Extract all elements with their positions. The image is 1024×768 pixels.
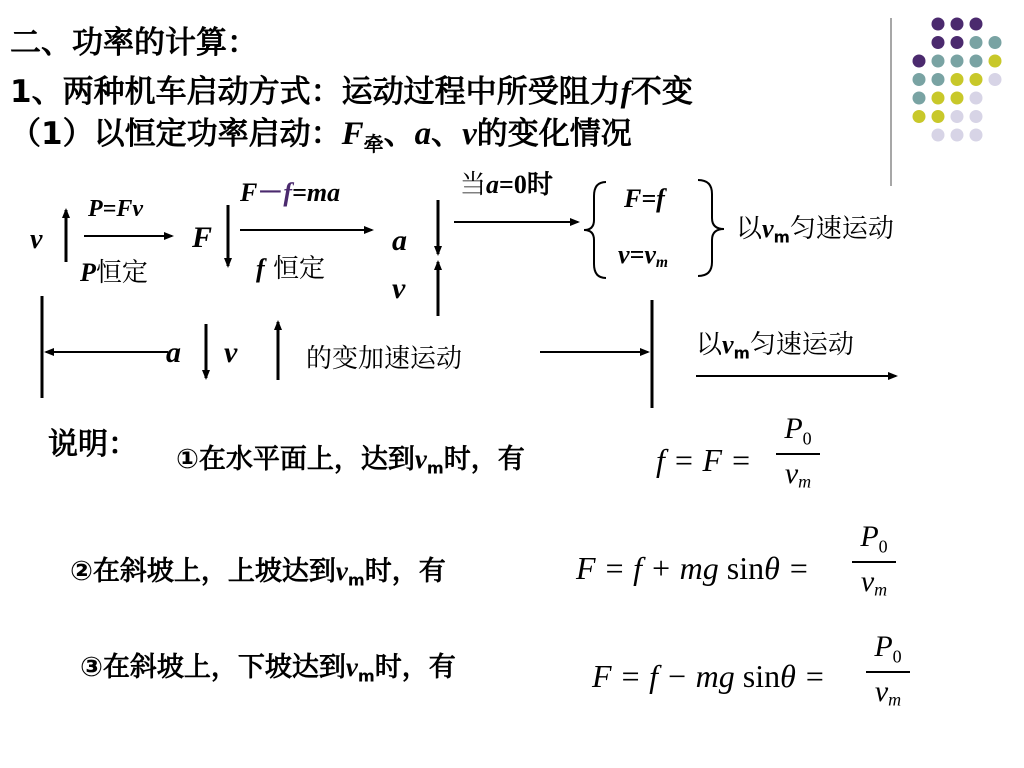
line1-text-a: 运动过程中所受阻力 — [341, 74, 621, 110]
flow-newton-rest: =ma — [292, 178, 341, 207]
note1-sub: m — [426, 458, 444, 478]
left-brace — [584, 182, 606, 278]
uniform1 — [736, 216, 894, 246]
note3-sub: m — [357, 666, 375, 686]
note3-v: v — [345, 652, 358, 682]
note1-v: v — [414, 444, 427, 474]
line2-v: v — [462, 116, 477, 152]
flow-p-const-P: P — [80, 258, 96, 287]
flow-when — [460, 172, 553, 198]
formula1-den: $v_m$ — [784, 457, 812, 492]
brace-eq2-sub: m — [655, 253, 669, 271]
uniform1-b: 匀速运动 — [789, 214, 894, 244]
bottom-text: 的变加速运动 — [306, 344, 463, 374]
formula2-lhs: F = f + mg sinθ = — [576, 550, 810, 586]
note3-tail: 时，有 — [374, 652, 456, 683]
note2 — [70, 558, 446, 589]
flow-when-rest: =0时 — [499, 170, 553, 199]
formula3-num: $P_0$ — [874, 630, 902, 667]
note2-tail: 时，有 — [364, 556, 446, 587]
formula1-bar — [776, 453, 820, 455]
formula2-bar — [852, 561, 896, 563]
flow-f-const-f: f — [256, 254, 265, 283]
uniform1-a: 以 — [736, 214, 763, 244]
uniform2 — [696, 332, 854, 362]
flow-p-const-text: 恒定 — [95, 258, 148, 288]
line1-label: 1、两种机车启动方式： — [10, 74, 342, 110]
flow-newton-f: f — [283, 178, 293, 207]
flow-pfv: P=Fv — [88, 196, 143, 222]
flow-newton-F: F — [240, 178, 258, 207]
formula3-bar — [866, 671, 910, 673]
right-brace — [698, 180, 724, 276]
note2-text: ②在斜坡上，上坡达到 — [70, 556, 336, 587]
bottom-a: a — [166, 336, 181, 369]
line2-sub: 牵 — [363, 132, 384, 156]
formula2-frac — [852, 522, 896, 599]
formula3-lhs: F = f − mg sinθ = — [592, 658, 826, 694]
flow-when-text: 当 — [460, 170, 487, 200]
note1-tail: 时，有 — [443, 444, 525, 475]
notes-label: 说明： — [48, 427, 138, 462]
line2-F: F — [341, 116, 364, 152]
formula3-frac — [866, 632, 910, 709]
flow-newton — [240, 180, 340, 206]
note3-text: ③在斜坡上，下坡达到 — [80, 652, 346, 683]
flow-newton-minus: － — [257, 178, 284, 207]
formula3-den: $v_m$ — [874, 675, 902, 710]
note2-sub: m — [347, 570, 365, 590]
line2-text: 的变化情况 — [476, 116, 632, 152]
formula1-num: $P_0$ — [784, 412, 812, 449]
flow-f-const-text: 恒定 — [272, 254, 325, 284]
flow-when-a: a — [486, 170, 500, 199]
flow-p-const — [80, 260, 148, 286]
uniform1-sub: m — [773, 228, 790, 247]
flow-f-const — [256, 256, 325, 282]
note3 — [80, 654, 456, 685]
flow-v: v — [30, 224, 43, 255]
uniform1-v: v — [762, 214, 774, 243]
uniform2-a: 以 — [696, 330, 723, 360]
line2-sep1: 、 — [383, 116, 415, 152]
line2-sep2: 、 — [431, 116, 463, 152]
brace-eq2 — [618, 242, 668, 270]
formula2-num: $P_0$ — [860, 520, 888, 557]
formula2-den: $v_m$ — [860, 565, 888, 600]
line1-f: f — [620, 74, 631, 109]
formula1-lhs: f = F = — [656, 442, 752, 478]
section-title: 二、功率的计算： — [10, 25, 258, 61]
flow-a: a — [392, 224, 407, 257]
line1-text-b: 不变 — [630, 74, 693, 110]
uniform2-b: 匀速运动 — [749, 330, 854, 360]
note1-text: ①在水平面上，达到 — [176, 444, 415, 475]
note1 — [176, 446, 525, 477]
brace-eq2-a: v=v — [618, 240, 656, 269]
line2-a: a — [414, 116, 432, 152]
uniform2-v: v — [722, 330, 734, 359]
line2-label: （1）以恒定功率启动： — [10, 116, 342, 152]
bottom-v: v — [224, 336, 238, 369]
brace-eq1: F=f — [624, 184, 665, 213]
flow-F: F — [192, 221, 213, 254]
note2-v: v — [335, 556, 348, 586]
formula1-frac — [776, 414, 820, 491]
uniform2-sub: m — [733, 344, 750, 363]
flow-v2: v — [392, 272, 406, 305]
